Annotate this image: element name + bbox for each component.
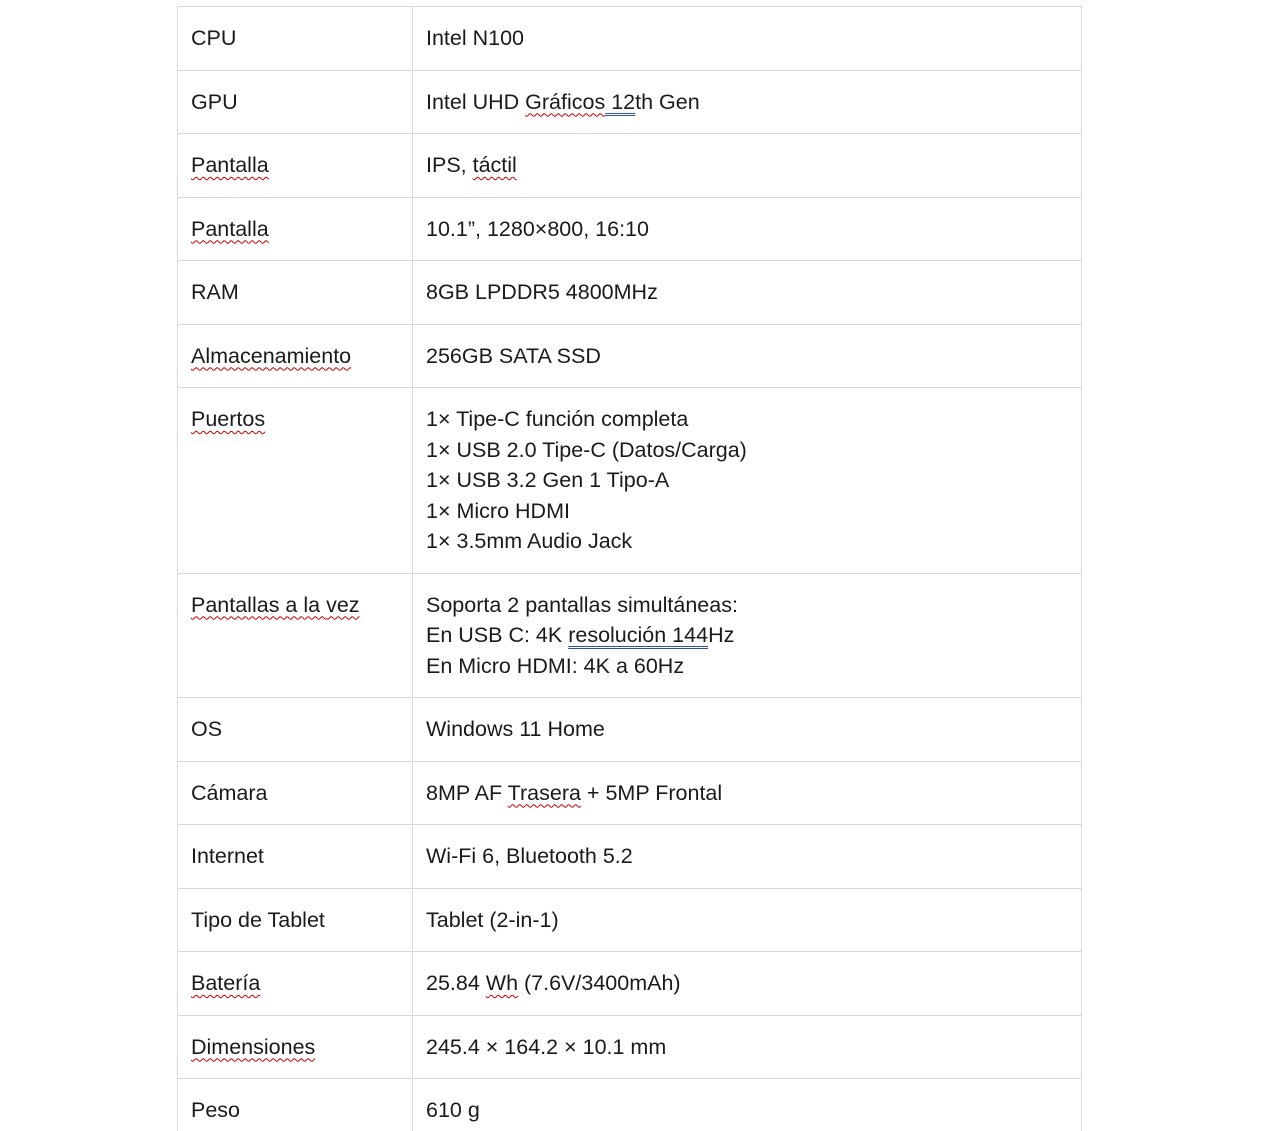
spec-label-line: [191, 841, 399, 872]
spec-value-line: [426, 277, 1068, 308]
spec-value-text: Hz: [708, 623, 735, 647]
spec-label: [178, 761, 413, 825]
spec-label-line: [191, 87, 399, 118]
spec-label: [178, 324, 413, 388]
spec-value: [413, 324, 1082, 388]
spec-label-line: [191, 150, 399, 181]
spec-label-text: Puertos: [191, 407, 266, 431]
spec-value-text: Intel N100: [426, 26, 525, 50]
spec-label-text: Cámara: [191, 780, 268, 805]
spec-value-text: 1× 3.5mm Audio Jack: [426, 529, 633, 553]
spec-row: [178, 761, 1082, 825]
spec-label-line: [191, 1032, 399, 1063]
spec-label: [178, 134, 413, 198]
spec-row: [178, 70, 1082, 134]
spec-label: [178, 1015, 413, 1079]
spec-value: [413, 573, 1082, 698]
spec-value-text: 25.84: [426, 971, 486, 995]
spec-value: [413, 7, 1082, 71]
spec-value-line: [426, 23, 1068, 54]
spec-value-line: [426, 620, 1068, 651]
spec-value: [413, 1015, 1082, 1079]
spec-label-line: [191, 968, 399, 999]
spec-label-text: OS: [191, 717, 223, 741]
spec-value-text: 8MP AF: [426, 780, 508, 805]
spec-label: [178, 7, 413, 71]
spec-value-line: [426, 404, 1068, 435]
spec-value-line: [426, 1095, 1068, 1126]
spec-value-line: [426, 905, 1068, 936]
spec-value-line: [426, 1032, 1068, 1063]
spec-label: [178, 573, 413, 698]
spec-value-line: [426, 841, 1068, 872]
spec-label-line: [191, 214, 399, 245]
spec-row: [178, 197, 1082, 261]
spec-label-text: GPU: [191, 89, 238, 114]
spec-label-text: CPU: [191, 26, 237, 50]
spec-value-text: resolución 144: [568, 623, 709, 647]
spec-label-text: RAM: [191, 280, 239, 304]
spec-value: [413, 261, 1082, 325]
spec-table: [177, 6, 1082, 1131]
spec-value-text: En Micro HDMI: 4K a 60Hz: [426, 653, 685, 678]
spec-value-line: [426, 714, 1068, 745]
spec-label-line: [191, 778, 399, 809]
spec-value: [413, 1079, 1082, 1131]
spec-value-line: [426, 590, 1068, 621]
spec-value-line: [426, 496, 1068, 527]
spec-row: [178, 261, 1082, 325]
spec-label-text: Peso: [191, 1098, 241, 1122]
spec-row: [178, 1015, 1082, 1079]
spec-value-text: 610 g: [426, 1098, 480, 1122]
spec-value: [413, 70, 1082, 134]
spec-value-text: 1× Tipe-C función completa: [426, 407, 689, 431]
spec-label-text: Almacenamiento: [191, 343, 352, 368]
spec-value-line: [426, 87, 1068, 118]
spec-value-line: [426, 150, 1068, 181]
spec-value-line: [426, 465, 1068, 496]
spec-value-line: [426, 526, 1068, 557]
spec-value: [413, 825, 1082, 889]
spec-value-line: [426, 341, 1068, 372]
spec-value-text: 8GB LPDDR5 4800MHz: [426, 280, 658, 304]
spec-value-text: 256GB SATA SSD: [426, 343, 601, 368]
spec-value-text: táctil: [472, 153, 517, 177]
spec-label-line: [191, 590, 399, 621]
spec-label-text: Pantallas a la: [191, 592, 327, 617]
spec-label-line: [191, 404, 399, 435]
spec-label: [178, 388, 413, 574]
spec-value-text: Intel UHD: [426, 89, 526, 114]
spec-label-line: [191, 23, 399, 54]
spec-value-text: 245.4 × 164.2 × 10.1 mm: [426, 1034, 667, 1059]
spec-label-line: [191, 905, 399, 936]
spec-label-text: Tipo de Tablet: [191, 907, 325, 932]
spec-value-text: Soporta 2 pantallas simultáneas:: [426, 592, 738, 617]
spec-row: [178, 825, 1082, 889]
spec-row: [178, 134, 1082, 198]
spec-label-line: [191, 341, 399, 372]
spec-label: [178, 261, 413, 325]
spec-label-line: [191, 1095, 399, 1126]
spec-value-text: (7.6V/3400mAh): [518, 971, 681, 995]
spec-value-text: Tablet (2-in-1): [426, 907, 559, 932]
spec-row: [178, 888, 1082, 952]
spec-value-line: [426, 968, 1068, 999]
spec-value-text: Gráficos: [525, 89, 606, 114]
spec-value: [413, 888, 1082, 952]
spec-value-line: [426, 214, 1068, 245]
spec-label: [178, 1079, 413, 1131]
spec-row: [178, 952, 1082, 1016]
spec-row: [178, 1079, 1082, 1131]
spec-value-text: 1× Micro HDMI: [426, 498, 570, 523]
spec-label-line: [191, 277, 399, 308]
spec-value-text: 12: [605, 89, 636, 114]
spec-value-text: 1× USB 2.0 Tipe-C (Datos/Carga): [426, 437, 747, 462]
spec-value-line: [426, 778, 1068, 809]
spec-value-line: [426, 435, 1068, 466]
spec-value-text: Trasera: [507, 780, 581, 805]
spec-label: [178, 698, 413, 762]
spec-label-text: Pantalla: [191, 216, 269, 241]
spec-label: [178, 952, 413, 1016]
spec-label: [178, 70, 413, 134]
spec-row: [178, 573, 1082, 698]
spec-value: [413, 134, 1082, 198]
spec-value-text: + 5MP Frontal: [580, 780, 723, 805]
spec-row: [178, 698, 1082, 762]
spec-label-text: Pantalla: [191, 153, 269, 177]
spec-label-text: Internet: [191, 844, 264, 868]
spec-value: [413, 698, 1082, 762]
spec-label-line: [191, 714, 399, 745]
spec-value-text: 1× USB 3.2 Gen 1 Tipo-A: [426, 468, 670, 492]
spec-value: [413, 761, 1082, 825]
spec-table-body: [178, 7, 1082, 1131]
spec-value-text: Wh: [485, 971, 519, 995]
spec-value-text: 10.1”, 1280×800, 16:10: [426, 216, 649, 241]
spec-value: [413, 952, 1082, 1016]
spec-value: [413, 388, 1082, 574]
spec-label: [178, 825, 413, 889]
spec-label-text: Dimensiones: [191, 1034, 316, 1059]
spec-row: [178, 324, 1082, 388]
spec-row: [178, 7, 1082, 71]
spec-value-text: Wi-Fi 6, Bluetooth 5.2: [426, 844, 633, 868]
spec-label: [178, 888, 413, 952]
spec-value-line: [426, 651, 1068, 682]
spec-label: [178, 197, 413, 261]
spec-label-text: Batería: [191, 971, 261, 995]
spec-value-text: Windows 11 Home: [426, 717, 605, 741]
spec-value-text: th Gen: [635, 89, 700, 114]
spec-value: [413, 197, 1082, 261]
spec-label-text: vez: [326, 592, 360, 617]
spec-value-text: En USB C: 4K: [426, 623, 569, 647]
spec-row: [178, 388, 1082, 574]
spec-value-text: IPS,: [426, 153, 473, 177]
